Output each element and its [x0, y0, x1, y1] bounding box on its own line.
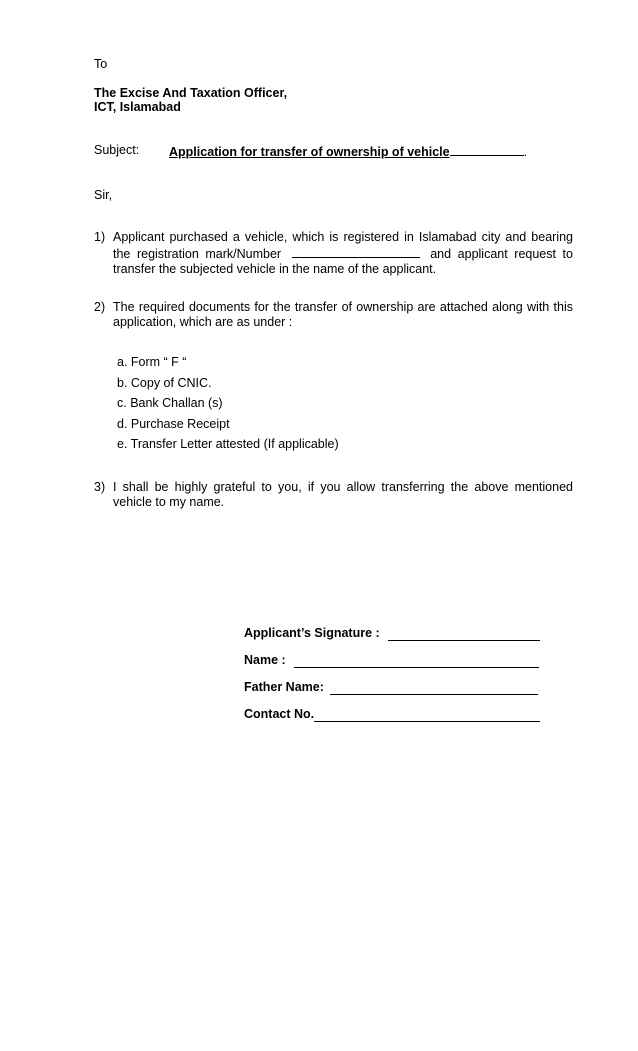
subject-text: Application for transfer of ownership of vehicle	[169, 145, 450, 159]
recipient-line-2: ICT, Islamabad	[94, 100, 181, 114]
signature-row	[244, 626, 540, 641]
item-1-number: 1)	[94, 230, 106, 244]
to-line: To	[94, 57, 108, 71]
subject-end: .	[523, 145, 528, 159]
recipient-line-1: The Excise And Taxation Officer,	[94, 86, 288, 100]
list-item: d. Purchase Receipt	[117, 416, 230, 431]
list-item: a. Form “ F “	[117, 355, 187, 369]
name-label: Name :	[244, 653, 286, 667]
item-3-number: 3)	[94, 480, 106, 494]
father-name-label: Father Name:	[244, 680, 324, 694]
contact-field[interactable]	[314, 707, 540, 722]
item-2-text: The required documents for the transfer of ownership are attached along with this application, which are as under :	[113, 300, 573, 329]
item-1-part1: Applicant purchased a vehicle, which is registered in Islamabad city and bearing the registration mark/Number	[113, 230, 573, 261]
name-field[interactable]	[294, 653, 539, 668]
father-name-row	[244, 680, 538, 695]
signature-label: Applicant’s Signature :	[244, 626, 380, 640]
documents-list	[117, 355, 339, 458]
list-item: c. Bank Challan (s)	[117, 396, 223, 410]
registration-number-blank	[292, 245, 420, 258]
item-3-text: I shall be highly grateful to you, if you allow transferring the above mentioned vehicle to my name.	[113, 480, 573, 509]
item-1-part2: and applicant request to transfer the subjected vehicle in the name of the applicant.	[113, 247, 573, 276]
subject-line	[169, 143, 527, 160]
salutation: Sir,	[94, 188, 113, 202]
subject-label: Subject:	[94, 143, 140, 157]
name-row	[244, 653, 539, 668]
signature-field[interactable]	[388, 626, 540, 641]
father-name-field[interactable]	[330, 680, 538, 695]
contact-row	[244, 707, 540, 722]
list-item: b. Copy of CNIC.	[117, 375, 212, 390]
subject-blank	[450, 143, 524, 156]
list-item: e. Transfer Letter attested (If applicable)	[117, 437, 339, 451]
item-1-text	[113, 230, 573, 277]
contact-label: Contact No.	[244, 707, 315, 721]
item-2-number: 2)	[94, 300, 106, 314]
